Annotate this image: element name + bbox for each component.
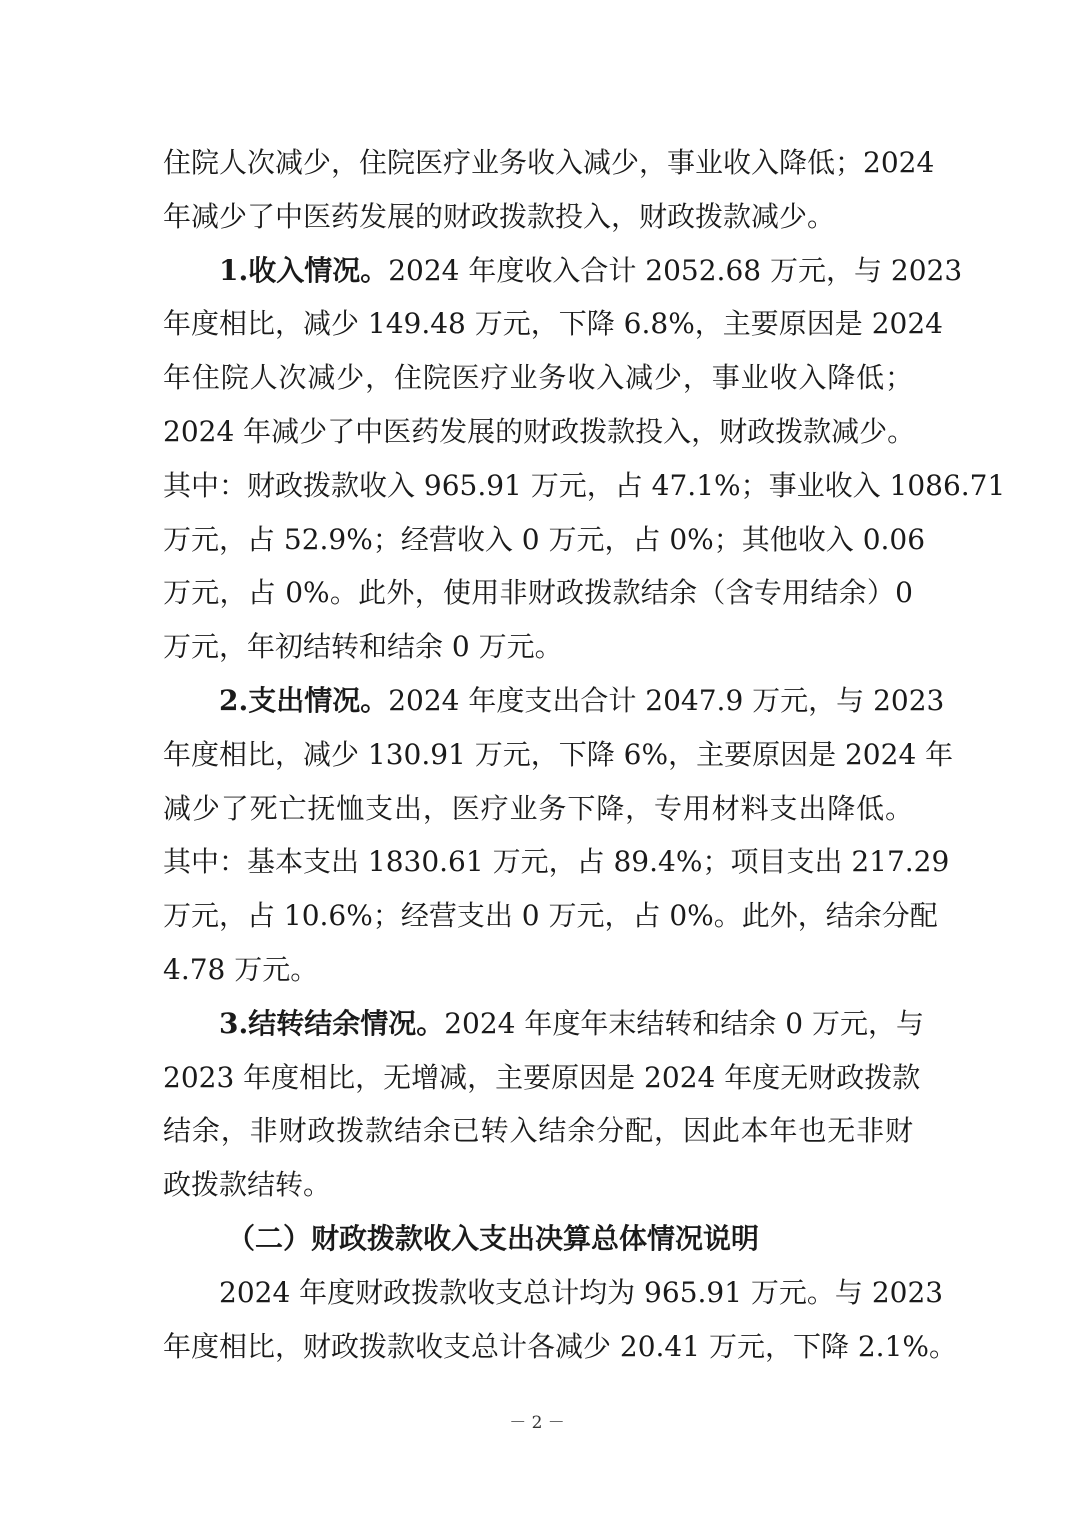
paragraph-line: 2024 年减少了中医药发展的财政拨款投入，财政拨款减少。 (163, 414, 916, 448)
page-number: － 2 － (509, 1413, 565, 1433)
paragraph-line (163, 997, 925, 1051)
paragraph-line: 其中：基本支出 1830.61 万元，占 89.4%；项目支出 217.29 (163, 845, 950, 879)
paragraph-line: 政拨款结转。 (163, 1168, 332, 1202)
expenditure-heading: 2.支出情况。 (219, 683, 389, 717)
paragraph-line: 2023 年度相比，无增减，主要原因是 2024 年度无财政拨款 (163, 1060, 921, 1094)
paragraph-line: 其中：财政拨款收入 965.91 万元，占 47.1%；事业收入 1086.71 (163, 468, 1006, 502)
paragraph-line: 结余，非财政拨款结余已转入结余分配，因此本年也无非财 (163, 1114, 913, 1148)
paragraph-line: 年住院人次减少，住院医疗业务收入减少，事业收入降低； (163, 361, 913, 395)
paragraph-line: 4.78 万元。 (163, 952, 319, 986)
paragraph-line: 万元，占 0%。此外，使用非财政拨款结余（含专用结余）0 (163, 576, 913, 610)
paragraph-line: 万元，年初结转和结余 0 万元。 (163, 630, 563, 664)
paragraph-line: 2024 年度财政拨款收支总计均为 965.91 万元。与 2023 (219, 1275, 944, 1309)
paragraph-text: 2024 年度收入合计 2052.68 万元，与 2023 (388, 253, 963, 287)
paragraph-line (163, 244, 963, 298)
document-body (163, 136, 1006, 1373)
paragraph-text: 2024 年度支出合计 2047.9 万元，与 2023 (388, 683, 945, 717)
paragraph-line: 年减少了中医药发展的财政拨款投入，财政拨款减少。 (163, 199, 836, 233)
paragraph-line (163, 674, 945, 728)
balance-heading: 3.结转结余情况。 (219, 1006, 445, 1040)
paragraph-text: 2024 年度年末结转和结余 0 万元，与 (444, 1006, 925, 1040)
income-heading: 1.收入情况。 (219, 253, 389, 287)
section-heading: （二）财政拨款收入支出决算总体情况说明 (227, 1221, 760, 1255)
paragraph-line: 年度相比，财政拨款收支总计各减少 20.41 万元，下降 2.1%。 (163, 1329, 957, 1363)
paragraph-line: 年度相比，减少 130.91 万元，下降 6%，主要原因是 2024 年 (163, 737, 954, 771)
paragraph-line: 万元，占 10.6%；经营支出 0 万元，占 0%。此外，结余分配 (163, 899, 938, 933)
paragraph-line: 住院人次减少，住院医疗业务收入减少，事业收入降低；2024 (163, 146, 935, 179)
paragraph-line: 万元，占 52.9%；经营收入 0 万元，占 0%；其他收入 0.06 (163, 522, 926, 556)
paragraph-line: 减少了死亡抚恤支出，医疗业务下降，专用材料支出降低。 (163, 791, 913, 825)
paragraph-line: 年度相比，减少 149.48 万元，下降 6.8%，主要原因是 2024 (163, 307, 943, 341)
